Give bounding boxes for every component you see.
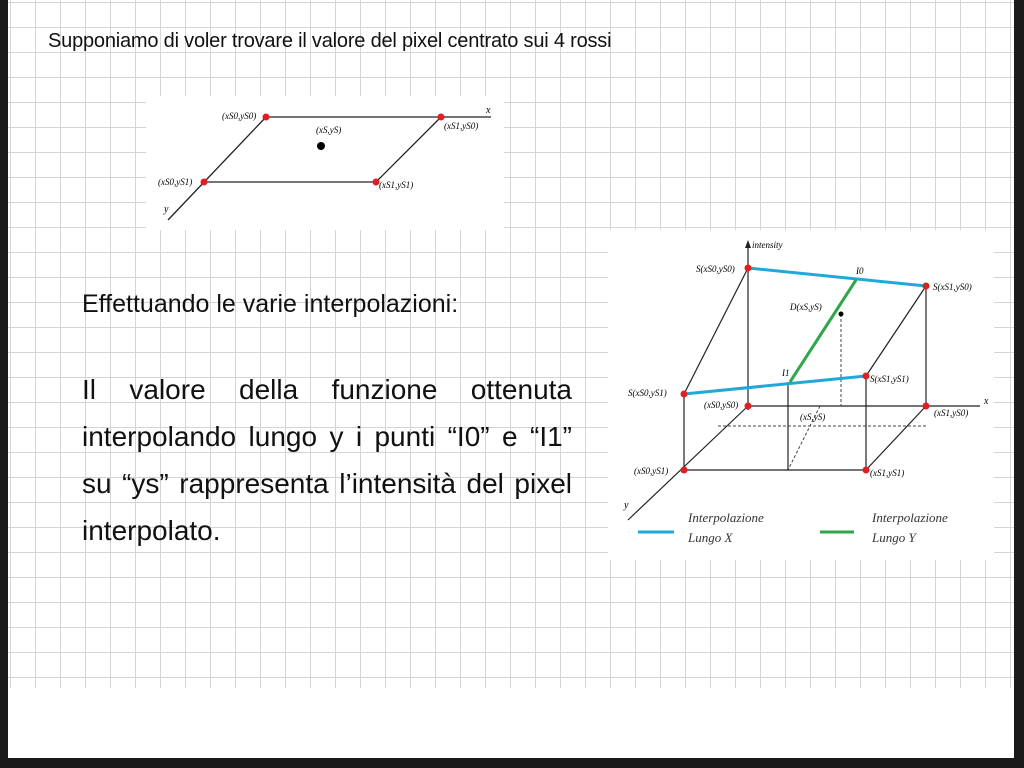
slide-footer-area <box>8 688 1014 758</box>
y-axis-label: y <box>624 500 629 511</box>
label-s-s0-s0: S(xS0,yS0) <box>696 264 735 274</box>
label-base-s0-s0: (xS0,yS0) <box>704 400 739 410</box>
point-s1-s0 <box>438 114 445 121</box>
label-base-s1-s0: (xS1,yS0) <box>934 408 969 418</box>
point-s-s0-s0 <box>745 265 752 272</box>
label-s1-s1: (xS1,yS1) <box>379 180 414 190</box>
figure-points-2d-svg <box>146 96 504 230</box>
point-s-s0-s1 <box>681 391 688 398</box>
label-base-center: (xS,yS) <box>800 412 826 422</box>
right-edge-line <box>376 117 441 182</box>
label-s-s1-s1: S(xS1,yS1) <box>870 374 909 384</box>
interp-x-line-bottom <box>684 376 866 394</box>
label-s-s1-s0: S(xS1,yS0) <box>933 282 972 292</box>
label-i1: I1 <box>782 368 790 378</box>
legend-x-line1: Interpolazione <box>688 510 764 525</box>
x-axis-label: x <box>486 105 491 116</box>
slide-title: Supponiamo di voler trovare il valore del pixel centrato sui 4 rossi <box>48 30 612 52</box>
point-base-s1-s1 <box>863 467 870 474</box>
point-center <box>317 142 325 150</box>
point-base-s1-s0 <box>923 403 930 410</box>
point-s0-s0 <box>263 114 270 121</box>
y-axis-line <box>628 406 748 520</box>
point-s0-s1 <box>201 179 208 186</box>
point-base-s0-s1 <box>681 467 688 474</box>
label-s-s0-s1: S(xS0,yS1) <box>628 388 667 398</box>
figure-points-2d <box>146 96 504 230</box>
top-left-edge <box>684 268 748 394</box>
top-right-edge <box>866 286 926 376</box>
point-base-s0-s0 <box>745 403 752 410</box>
label-s1-s0: (xS1,yS0) <box>444 121 479 131</box>
intensity-axis-arrow <box>745 240 751 248</box>
point-s-s1-s1 <box>863 373 870 380</box>
interp-x-line-top <box>748 268 926 286</box>
label-i0: I0 <box>856 266 864 276</box>
label-base-s1-s1: (xS1,yS1) <box>870 468 905 478</box>
label-d: D(xS,yS) <box>790 302 822 312</box>
y-axis-label: y <box>164 204 169 215</box>
body-paragraph: Il valore della funzione ottenuta interpolando lungo y i punti “I0” e “I1” su “ys” rappresenta l’intensità del pixel interpolato. <box>82 374 572 546</box>
label-center: (xS,yS) <box>316 125 342 135</box>
slide <box>8 0 1014 758</box>
label-s0-s1: (xS0,yS1) <box>158 177 193 187</box>
legend-y-line2: Lungo Y <box>872 530 916 545</box>
intensity-axis-label: intensity <box>752 240 783 250</box>
legend-x-line2: Lungo X <box>688 530 733 545</box>
point-d <box>839 312 844 317</box>
figure-interpolation-3d <box>608 230 994 560</box>
point-s-s1-s0 <box>923 283 930 290</box>
legend-y-line1: Interpolazione <box>872 510 948 525</box>
label-base-s0-s1: (xS0,yS1) <box>634 466 669 476</box>
x-axis-label: x <box>984 396 989 407</box>
section-subtitle: Effettuando le varie interpolazioni: <box>82 290 459 318</box>
figure-interpolation-3d-svg <box>608 230 994 560</box>
base-right-edge <box>866 406 926 470</box>
y-axis-line <box>168 117 266 220</box>
interp-y-line <box>790 280 856 382</box>
label-s0-s0: (xS0,yS0) <box>222 111 257 121</box>
